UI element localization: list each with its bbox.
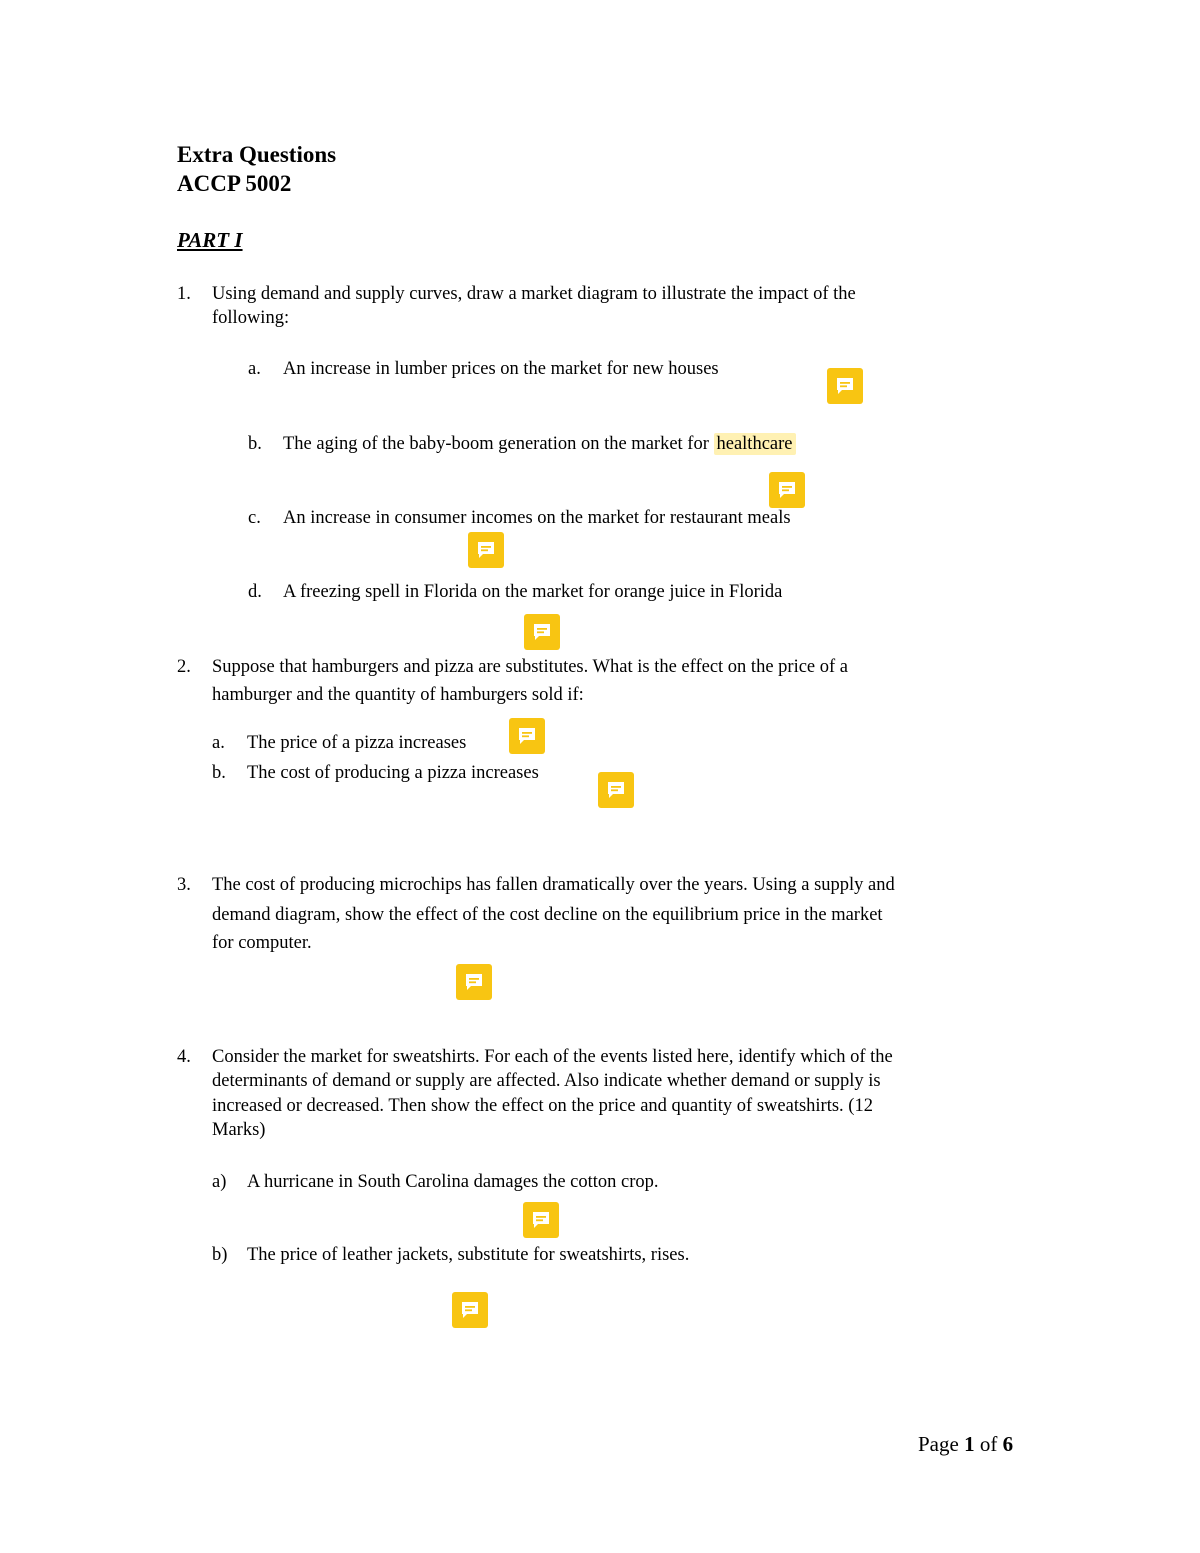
question-number: 4. (177, 1047, 191, 1067)
highlighted-text[interactable]: healthcare (714, 433, 796, 455)
comment-marker[interactable] (452, 1292, 488, 1328)
page-total: 6 (1002, 1432, 1014, 1456)
comment-icon (532, 622, 552, 642)
question-text: The cost of producing microchips has fallen dramatically over the years. Using a supply and (212, 875, 895, 895)
list-item-text: The price of leather jackets, substitute for sweatshirts, rises. (247, 1245, 690, 1265)
comment-marker[interactable] (509, 718, 545, 754)
list-item-text: A hurricane in South Carolina damages the cotton crop. (247, 1172, 659, 1192)
document-title: Extra Questions (177, 142, 337, 167)
list-marker: a. (248, 359, 261, 379)
comment-icon (606, 780, 626, 800)
comment-icon (476, 540, 496, 560)
comment-icon (460, 1300, 480, 1320)
list-marker: c. (248, 508, 261, 528)
comment-icon (464, 972, 484, 992)
question-text: for computer. (212, 933, 312, 953)
page-of-label: of (979, 1432, 998, 1456)
list-item-text: An increase in consumer incomes on the market for restaurant meals (283, 508, 791, 528)
list-item-text: The price of a pizza increases (247, 733, 467, 753)
comment-marker[interactable] (598, 772, 634, 808)
list-item-text-main: The aging of the baby-boom generation on the market for (283, 434, 709, 454)
comment-icon (777, 480, 797, 500)
comment-icon (835, 376, 855, 396)
list-item-text: The cost of producing a pizza increases (247, 763, 539, 783)
list-marker: b. (248, 434, 262, 454)
list-marker: a) (212, 1172, 227, 1192)
list-item-text: An increase in lumber prices on the market for new houses (283, 359, 719, 379)
comment-marker[interactable] (524, 614, 560, 650)
comment-marker[interactable] (827, 368, 863, 404)
question-number: 3. (177, 875, 191, 895)
question-text: Consider the market for sweatshirts. For each of the events listed here, identify which of the (212, 1047, 893, 1067)
question-text: hamburger and the quantity of hamburgers sold if: (212, 685, 584, 705)
question-number: 2. (177, 657, 191, 677)
page-footer (918, 1432, 1013, 1457)
comment-marker[interactable] (456, 964, 492, 1000)
list-item-text (283, 432, 796, 457)
list-marker: a. (212, 733, 225, 753)
question-text: determinants of demand or supply are affected. Also indicate whether demand or supply is (212, 1071, 881, 1091)
comment-icon (531, 1210, 551, 1230)
part-heading: PART I (177, 228, 243, 252)
comment-icon (517, 726, 537, 746)
comment-marker[interactable] (468, 532, 504, 568)
list-marker: d. (248, 582, 262, 602)
question-text: increased or decreased. Then show the effect on the price and quantity of sweatshirts. (12 (212, 1096, 873, 1116)
question-text: following: (212, 308, 290, 328)
list-marker: b) (212, 1245, 228, 1265)
comment-marker[interactable] (523, 1202, 559, 1238)
page-label: Page (918, 1432, 959, 1456)
question-text: demand diagram, show the effect of the cost decline on the equilibrium price in the market (212, 905, 883, 925)
question-text: Suppose that hamburgers and pizza are substitutes. What is the effect on the price of a (212, 657, 849, 677)
comment-marker[interactable] (769, 472, 805, 508)
list-marker: b. (212, 763, 226, 783)
page-number: 1 (964, 1432, 975, 1456)
course-code: ACCP 5002 (177, 171, 292, 196)
question-number: 1. (177, 284, 191, 304)
question-text: Marks) (212, 1120, 266, 1140)
question-text: Using demand and supply curves, draw a market diagram to illustrate the impact of the (212, 284, 856, 304)
list-item-text: A freezing spell in Florida on the market for orange juice in Florida (283, 582, 783, 602)
